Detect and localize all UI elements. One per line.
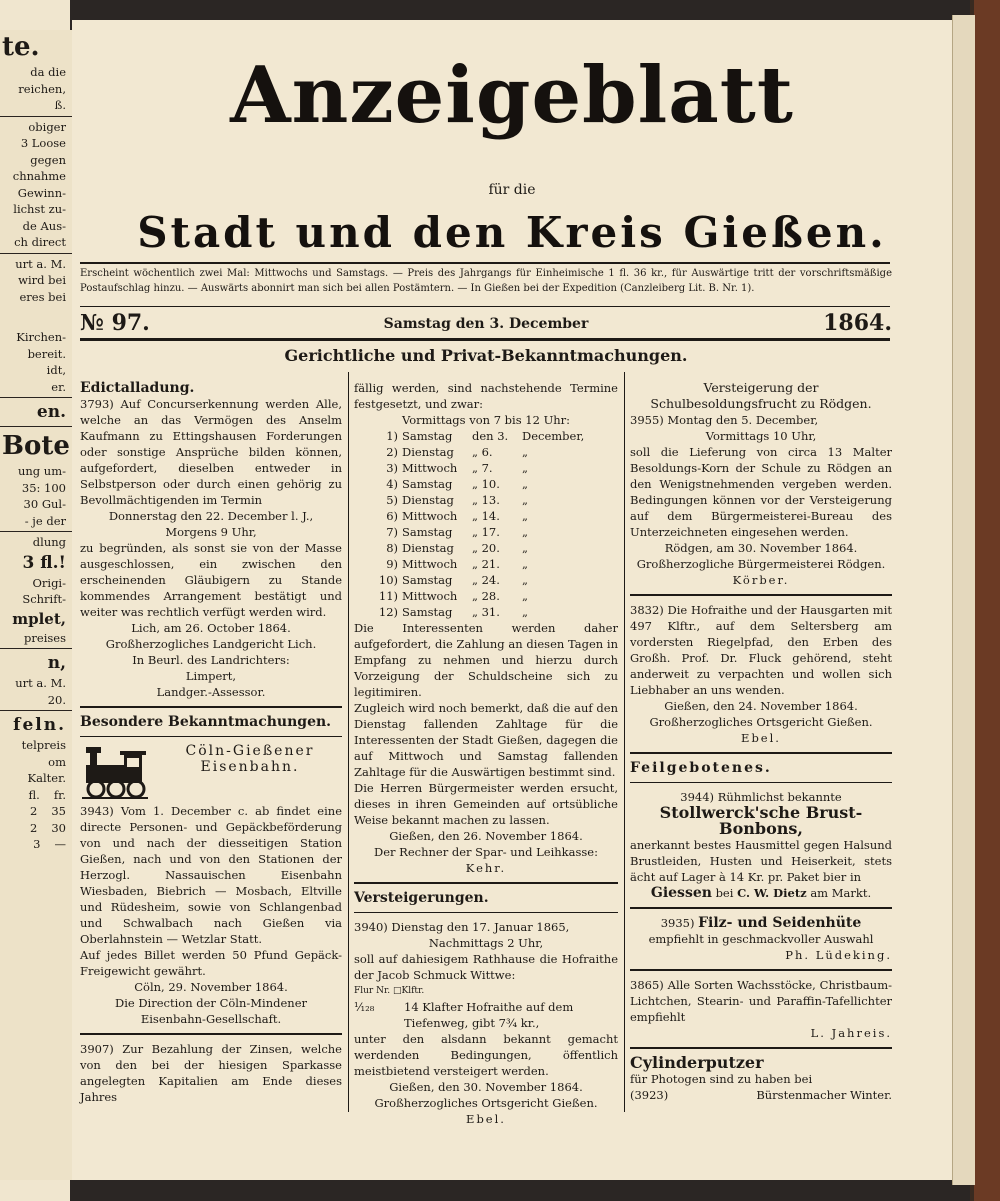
edge-line: Kalter.	[27, 771, 66, 785]
interest-place: Gießen, den 26. November 1864.	[389, 829, 583, 843]
offer-number: 3944)	[680, 790, 715, 804]
edict-court: Großherzogliches Landgericht Lich.	[105, 637, 317, 651]
column-divider	[624, 372, 625, 1112]
offer-dealer: C. W. Dietz	[737, 886, 807, 900]
book-cover	[974, 0, 1000, 1201]
offered-title: Feilgebotenes.	[630, 760, 772, 776]
locomotive-icon	[80, 743, 150, 803]
cylinder-text: für Photogen sind zu haben bei	[630, 1072, 813, 1086]
column-3	[630, 380, 892, 1103]
section-heading: Gerichtliche und Privat-Bekanntmachungen.	[284, 346, 688, 365]
rail-title: Cöln-Gießener	[185, 743, 315, 759]
edge-line: eres bei	[19, 289, 66, 304]
offer-text: anerkannt bestes Hausmittel gegen Halsund Brustleiden, Husten und Heiserkeit, stets ächt auf Lager à 14 Kr. pr. Paket bier in	[630, 838, 892, 884]
edge-line: 3 Loose	[20, 136, 66, 150]
hat-sign: Ph. Lüdeking.	[785, 948, 892, 962]
offer-bei: bei	[715, 886, 734, 900]
auction-frac: ¹⁄₁₂₈	[354, 1000, 375, 1014]
cylinder-title: Cylinderputzer	[630, 1053, 764, 1072]
offer-lead: Rühmlichst bekannte	[717, 790, 842, 804]
edge-cell: 2	[30, 804, 38, 818]
adjacent-page-edge	[0, 30, 74, 1180]
edge-line: Bote	[2, 431, 70, 461]
rail-text: 3943) Vom 1. December c. ab findet eine directe Personen- und Gepäckbeförderung von und nach der diesseitigen Station Gießen, nach und von den Stationen der Herzogl. Nassauischen Eisenbahn Wiesbaden, Biebrich — Mosbach, Eltville und Rüdesheim, sowie von Schlangenbad und Schwalbach nach Gießen via Oberlahnstein — Wetzlar Statt.	[80, 804, 342, 946]
issue-line	[80, 310, 892, 338]
auction-title: Versteigerungen.	[354, 890, 489, 906]
offer-am: am Markt.	[810, 886, 872, 900]
edge-line: mplet,	[12, 609, 66, 628]
wax-text: 3865) Alle Sorten Wachsstöcke, Christbaum-Lichtchen, Stearin- und Paraffin-Tafellichter empfiehlt	[630, 978, 892, 1024]
hat-number: 3935)	[660, 916, 695, 930]
auction-item: 14 Klafter Hofraithe auf dem Tiefenweg, gibt 7¾ kr.,	[404, 1000, 574, 1030]
edge-line: bereit.	[27, 346, 66, 361]
edge-line: te.	[2, 32, 40, 62]
edge-line: gegen	[30, 152, 66, 167]
interest-text: 3907) Zur Bezahlung der Zinsen, welche von den bei der hiesigen Sparkasse angelegten Kapitalien am Ende dieses Jahres	[80, 1042, 342, 1104]
school-auction-court: Großherzogliche Bürgermeisterei Rödgen.	[636, 557, 886, 571]
issue-number: № 97.	[80, 310, 150, 336]
rule	[80, 1033, 342, 1035]
edge-line: om	[48, 754, 66, 769]
rail-text: Auf jedes Billet werden 50 Pfund Gepäck-Freigewicht gewährt.	[80, 948, 342, 978]
lease-sign: Ebel.	[741, 731, 781, 745]
auction-time: Nachmittags 2 Uhr,	[428, 936, 544, 950]
date-row: 12) Samstag „ 31. „	[378, 605, 528, 619]
hat-text: empfiehlt in geschmackvoller Auswahl	[648, 932, 874, 946]
school-auction-time: Vormittags 10 Uhr,	[705, 429, 817, 443]
page-stack-edge	[952, 15, 975, 1185]
edge-line: wird bei	[18, 273, 66, 287]
school-auction-sign: Körber.	[732, 573, 790, 587]
hat-title: Filz- und Seidenhüte	[698, 915, 862, 931]
edge-line: urt a. M.	[15, 676, 66, 690]
column-2	[354, 380, 618, 1127]
newspaper-page	[72, 20, 952, 1180]
edge-cell: 2	[30, 820, 38, 835]
edge-line: lichst zu-	[13, 202, 66, 216]
edict-name: Limpert,	[185, 669, 237, 683]
edge-line: 3 fl.!	[22, 552, 66, 573]
offer-brand: Stollwerck'sche Brust-Bonbons,	[659, 803, 863, 838]
edge-line: idt,	[46, 363, 66, 377]
interest-hours: Vormittags von 7 bis 12 Uhr:	[401, 413, 571, 427]
edge-line: ch direct	[14, 235, 66, 249]
rule	[630, 969, 892, 971]
lease-court: Großherzogliches Ortsgericht Gießen.	[649, 715, 873, 729]
rail-place: Cöln, 29. November 1864.	[134, 980, 288, 994]
interest-text: Die Interessenten werden daher aufgefordert, die Zahlung an diesen Tagen in Empfang zu nehmen und hierzu durch Vorzeigung der Schuldscheine sich zu legitimiren.	[354, 621, 618, 699]
edge-line: feln.	[13, 715, 66, 735]
masthead-subtitle: Stadt und den Kreis Gießen.	[137, 208, 887, 257]
interest-text: Zugleich wird noch bemerkt, daß die auf den Dienstag fallenden Zahltage für die Interessenten der Stadt Gießen, dagegen die auf Mittwoch und Samstag fallenden Zahltage für die Auswärtigen bestimmt sind.	[354, 701, 618, 779]
auction-text: soll auf dahiesigem Rathhause die Hofraithe der Jacob Schmuck Wittwe:	[354, 952, 618, 982]
lease-place: Gießen, den 24. November 1864.	[664, 699, 858, 713]
edge-line: 35: 100	[21, 480, 66, 495]
date-row: 7) Samstag „ 17. „	[386, 525, 528, 539]
rule	[354, 882, 618, 884]
edict-text: zu begründen, als sonst sie von der Masse ausgeschlossen, ein zwischen den erscheinenden Gläubigern zu Stande kommendes Arrangement bestätigt und weiter was rechtlich verfügt werden wird.	[80, 541, 342, 619]
rail-title: Eisenbahn.	[200, 759, 300, 775]
rule	[80, 736, 342, 737]
edict-term: Donnerstag den 22. December l. J.,	[108, 509, 314, 523]
rule	[630, 782, 892, 783]
auction-item-row	[354, 999, 618, 1031]
special-title: Besondere Bekanntmachungen.	[80, 714, 332, 730]
edge-line: 20.	[47, 692, 66, 707]
school-auction-title: Versteigerung der Schulbesoldungsfrucht zu Rödgen.	[650, 380, 872, 411]
rail-sign: Die Direction der Cöln-Mindener	[114, 996, 308, 1010]
subscription-info: Erscheint wöchentlich zwei Mal: Mittwochs und Samstags. — Preis des Jahrgangs für Einheimische 1 fl. 36 kr., für Auswärtige tritt der vorschriftsmäßige Postaufschlag hinzu. — Auswärts abonnirt man sich bei allen Postämtern. — In Gießen bei der Expedition (Canzleiberg Lit. B. Nr. 1).	[80, 268, 892, 294]
rule	[630, 907, 892, 909]
school-auction-place: Rödgen, am 30. November 1864.	[664, 541, 858, 555]
auction-place: Gießen, den 30. November 1864.	[389, 1080, 583, 1094]
edge-cell: fr.	[53, 787, 66, 802]
date-row: 6) Mittwoch „ 14. „	[386, 509, 528, 523]
edge-line: dlung	[32, 535, 66, 549]
issue-year: 1864.	[823, 310, 892, 336]
date-row: 9) Mittwoch „ 21. „	[386, 557, 528, 571]
edge-cell: 30	[51, 820, 66, 835]
rail-sign: Eisenbahn-Gesellschaft.	[140, 1012, 282, 1026]
masthead-fuer: für die	[488, 182, 536, 198]
edge-line: telpreis	[21, 738, 66, 752]
auction-flur: Flur Nr. □Klftr.	[354, 986, 425, 996]
column-1	[80, 380, 342, 1105]
school-auction-text: 3955) Montag den 5. December,	[630, 413, 819, 427]
edge-line: preises	[24, 630, 66, 645]
date-row: 3) Mittwoch „ 7. „	[386, 461, 528, 475]
edge-line: er.	[51, 379, 66, 394]
edge-line: chnahme	[12, 169, 66, 183]
school-auction-text: soll die Lieferung von circa 13 Malter Besoldungs-Korn der Schule zu Rödgen an den Wenigstnehmenden vergeben werden. Bedingungen können vor der Versteigerung auf dem Bürgermeisterei-Bureau des Unterzeichneten eingesehen werden.	[630, 445, 892, 539]
edge-cell: 3	[33, 837, 41, 851]
date-row: 11) Mittwoch „ 28. „	[378, 589, 528, 603]
auction-court: Großherzogliches Ortsgericht Gießen.	[374, 1096, 598, 1110]
edge-line: obiger	[28, 119, 66, 134]
edge-line: 30 Gul-	[23, 497, 66, 511]
rule	[630, 1047, 892, 1049]
edge-line: ung um-	[17, 464, 66, 478]
date-row: 2) Dienstag „ 6. „	[386, 445, 528, 459]
edge-line: n,	[47, 653, 66, 673]
edge-line: Schrift-	[22, 592, 66, 606]
edge-line: Gewinn-	[17, 185, 66, 200]
edict-place: Lich, am 26. October 1864.	[131, 621, 291, 635]
edict-role: Landger.-Assessor.	[156, 685, 266, 699]
rule	[80, 306, 890, 307]
interest-sign: Der Rechner der Spar- und Leihkasse:	[374, 845, 598, 859]
edge-line: - je der	[24, 513, 66, 528]
edict-term-time: Morgens 9 Uhr,	[165, 525, 257, 539]
rule	[80, 338, 890, 341]
rule	[80, 706, 342, 708]
edge-line: reichen,	[18, 81, 66, 96]
cylinder-sign: Bürstenmacher Winter.	[756, 1088, 892, 1102]
rule	[354, 912, 618, 913]
auction-text: unter den alsdann bekannt gemacht werdenden Bedingungen, öffentlich meistbietend versteigert werden.	[354, 1032, 618, 1078]
rule	[630, 594, 892, 596]
edge-cell: 35	[51, 804, 66, 818]
auction-text: 3940) Dienstag den 17. Januar 1865,	[354, 920, 570, 934]
edge-line: de Aus-	[22, 218, 66, 233]
edge-line: Kirchen-	[16, 330, 66, 344]
wax-sign: L. Jahreis.	[810, 1026, 892, 1040]
rule	[630, 752, 892, 754]
date-row: 5) Dienstag „ 13. „	[386, 493, 528, 507]
date-row: 4) Samstag „ 10. „	[386, 477, 528, 491]
edge-line: da die	[30, 65, 66, 79]
edict-beurl: In Beurl. des Landrichters:	[132, 653, 290, 667]
interest-sign-name: Kehr.	[465, 861, 507, 875]
edge-line: en.	[36, 402, 66, 422]
edict-text: 3793) Auf Concurserkennung werden Alle, welche an das Vermögen des Anselm Kaufmann zu Ettingshausen Forderungen oder sonstige Ansprüche bilden können, aufgefordert, dieselben entweder in Selbstperson oder durch einen gehörig zu Bevollmächtigenden im Termin	[80, 397, 342, 507]
lease-text: 3832) Die Hofraithe und der Hausgarten mit 497 Klftr., auf dem Seltersberg am vordersten Riegelpfad, den Erben des Großh. Prof. Dr. Fluck gehörend, steht anderweit zu verpachten und wollen sich Liebhaber an uns wenden.	[630, 603, 892, 697]
edge-line: Origi-	[32, 575, 66, 590]
cylinder-number: (3923)	[630, 1088, 669, 1102]
issue-date: Samstag den 3. December	[383, 316, 589, 332]
offer-city: Giessen	[650, 885, 712, 901]
edge-cell: —	[54, 837, 66, 851]
column-divider	[348, 372, 349, 1112]
date-row: 8) Dienstag „ 20. „	[386, 541, 528, 555]
interest-text: Die Herren Bürgermeister werden ersucht, dieses in ihren Gemeinden auf ortsübliche Weise bekannt machen zu lassen.	[354, 781, 618, 827]
interest-intro: fällig werden, sind nachstehende Termine festgesetzt, und zwar:	[354, 381, 618, 411]
edict-title: Edictalladung.	[80, 380, 195, 396]
rule	[80, 262, 890, 264]
edge-line: urt a. M.	[15, 256, 66, 271]
masthead-title: Anzeigeblatt	[230, 50, 794, 141]
edge-cell: fl.	[28, 787, 40, 802]
edge-line: ß.	[54, 98, 66, 112]
payment-dates	[368, 428, 618, 620]
date-row: 1) Samstag den 3. December,	[386, 429, 585, 443]
date-row: 10) Samstag „ 24. „	[378, 573, 528, 587]
auction-sign: Ebel.	[466, 1112, 506, 1126]
